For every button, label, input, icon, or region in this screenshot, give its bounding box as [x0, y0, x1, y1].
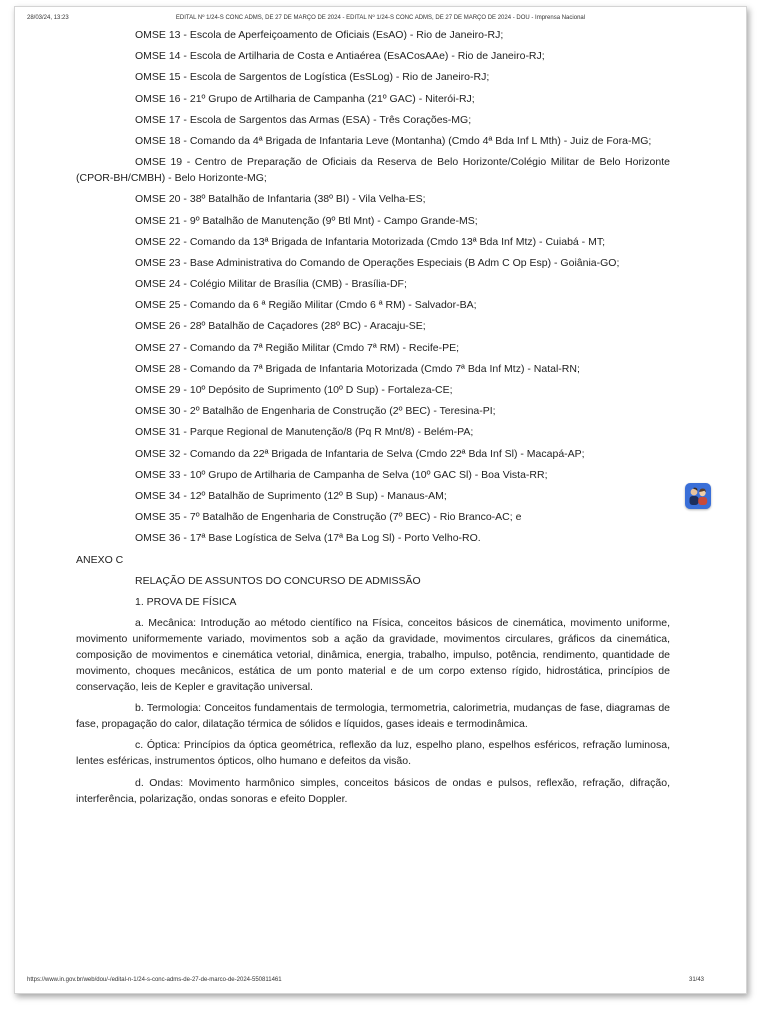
- omse-item: OMSE 35 - 7º Batalhão de Engenharia de Construção (7º BEC) - Rio Branco-AC; e: [135, 511, 522, 524]
- omse-item: OMSE 15 - Escola de Sargentos de Logística (EsSLog) - Rio de Janeiro-RJ;: [135, 71, 490, 84]
- omse-item: OMSE 25 - Comando da 6 ª Região Militar (Cmdo 6 ª RM) - Salvador-BA;: [135, 299, 477, 312]
- people-icon: [685, 483, 711, 509]
- omse-item: OMSE 16 - 21º Grupo de Artilharia de Campanha (21º GAC) - Niterói-RJ;: [135, 92, 475, 105]
- document-page: [14, 6, 747, 994]
- omse-item: OMSE 29 - 10º Depósito de Suprimento (10º D Sup) - Fortaleza-CE;: [135, 384, 453, 396]
- omse-item: OMSE 21 - 9º Batalhão de Manutenção (9º Btl Mnt) - Campo Grande-MS;: [135, 214, 478, 227]
- omse-item: OMSE 26 - 28º Batalhão de Caçadores (28º BC) - Aracaju-SE;: [135, 320, 426, 333]
- omse-item: OMSE 24 - Colégio Militar de Brasília (CMB) - Brasília-DF;: [135, 278, 407, 291]
- annex-heading: RELAÇÃO DE ASSUNTOS DO CONCURSO DE ADMISSÃO: [135, 574, 421, 587]
- omse-item: OMSE 22 - Comando da 13ª Brigada de Infantaria Motorizada (Cmdo 13ª Bda Inf Mtz) - Cuiabá - MT;: [135, 235, 605, 248]
- annex-topic: a. Mecânica: Introdução ao método científico na Física, conceitos básicos de cinemática, movimento uniforme, movimento uniformemente variado, movimentos sob a ação da gravidade, movimentos circulares, gráficos da cinemática, composição de movimentos e cinemática vetorial, dinâmica, energia, trabalho, impulso, potência, rendimento, quantidade de movimento, choques mecânicos, estática de um ponto material e de um corpo extenso rígido, hidrostática, princípios de conservação, leis de Kepler e gravitação universal.: [76, 617, 670, 694]
- omse-item: OMSE 18 - Comando da 4ª Brigada de Infantaria Leve (Montanha) (Cmdo 4ª Bda Inf L Mth) - Juiz de Fora-MG;: [135, 134, 652, 147]
- omse-item: OMSE 27 - Comando da 7ª Região Militar (Cmdo 7ª RM) - Recife-PE;: [135, 341, 460, 354]
- annex-label: ANEXO C: [76, 553, 124, 566]
- omse-item: OMSE 36 - 17ª Base Logística de Selva (17ª Ba Log Sl) - Porto Velho-RO.: [135, 532, 481, 545]
- page-number: 31/43: [688, 977, 704, 983]
- omse-item: OMSE 23 - Base Administrativa do Comando de Operações Especiais (B Adm C Op Esp) - Goiânia-GO;: [135, 256, 620, 269]
- omse-item: OMSE 34 - 12º Batalhão de Suprimento (12º B Sup) - Manaus-AM;: [135, 489, 447, 502]
- omse-item: OMSE 31 - Parque Regional de Manutenção/8 (Pq R Mnt/8) - Belém-PA;: [135, 426, 474, 439]
- omse-item: OMSE 14 - Escola de Artilharia de Costa e Antiaérea (EsACosAAe) - Rio de Janeiro-RJ;: [135, 50, 545, 63]
- omse-item: OMSE 17 - Escola de Sargentos das Armas (ESA) - Três Corações-MG;: [135, 113, 472, 126]
- annex-topic: d. Ondas: Movimento harmônico simples, conceitos básicos de ondas e pulsos, reflexão, refração, difração, interferência, polarização, ondas sonoras e efeito Doppler.: [76, 776, 670, 805]
- omse-item: OMSE 19 - Centro de Preparação de Oficiais da Reserva de Belo Horizonte/Colégio Militar de Belo Horizonte (CPOR-BH/CMBH) - Belo Horizonte-MG;: [76, 156, 670, 185]
- omse-item: OMSE 30 - 2º Batalhão de Engenharia de Construção (2º BEC) - Teresina-PI;: [135, 405, 496, 418]
- annex-topic: b. Termologia: Conceitos fundamentais de termologia, termometria, calorimetria, mudanças de fase, diagramas de fase, propagação do calor, dilatação térmica de sólidos e líquidos, gases ideais e termodinâmica.: [76, 702, 670, 731]
- omse-item: OMSE 33 - 10º Grupo de Artilharia de Campanha de Selva (10º GAC Sl) - Boa Vista-RR;: [135, 468, 548, 481]
- omse-item: OMSE 28 - Comando da 7ª Brigada de Infantaria Motorizada (Cmdo 7ª Bda Inf Mtz) - Natal-RN;: [135, 362, 580, 375]
- annex-topic: c. Óptica: Princípios da óptica geométrica, reflexão da luz, espelho plano, espelhos esféricos, refração luminosa, lentes esféricas, instrumentos ópticos, olho humano e defeitos da visão.: [76, 739, 670, 768]
- annex-section-title: 1. PROVA DE FÍSICA: [135, 595, 237, 608]
- print-title: EDITAL Nº 1/24-S CONC ADMS, DE 27 DE MARÇO DE 2024 - EDITAL Nº 1/24-S CONC ADMS, DE 27 DE MARÇO DE 2024 - DOU - Imprensa Nacional: [175, 15, 586, 21]
- omse-item: OMSE 20 - 38º Batalhão de Infantaria (38º BI) - Vila Velha-ES;: [135, 193, 426, 206]
- omse-item: OMSE 32 - Comando da 22ª Brigada de Infantaria de Selva (Cmdo 22ª Bda Inf Sl) - Macapá-AP;: [135, 447, 585, 460]
- omse-item: OMSE 13 - Escola de Aperfeiçoamento de Oficiais (EsAO) - Rio de Janeiro-RJ;: [135, 29, 504, 41]
- assistant-avatar-button[interactable]: [685, 483, 711, 509]
- print-timestamp: 28/03/24, 13:23: [27, 15, 69, 21]
- document-body: [76, 27, 670, 812]
- source-url: https://www.in.gov.br/web/dou/-/edital-n-1/24-s-conc-adms-de-27-de-marco-de-2024-550811461: [27, 977, 282, 983]
